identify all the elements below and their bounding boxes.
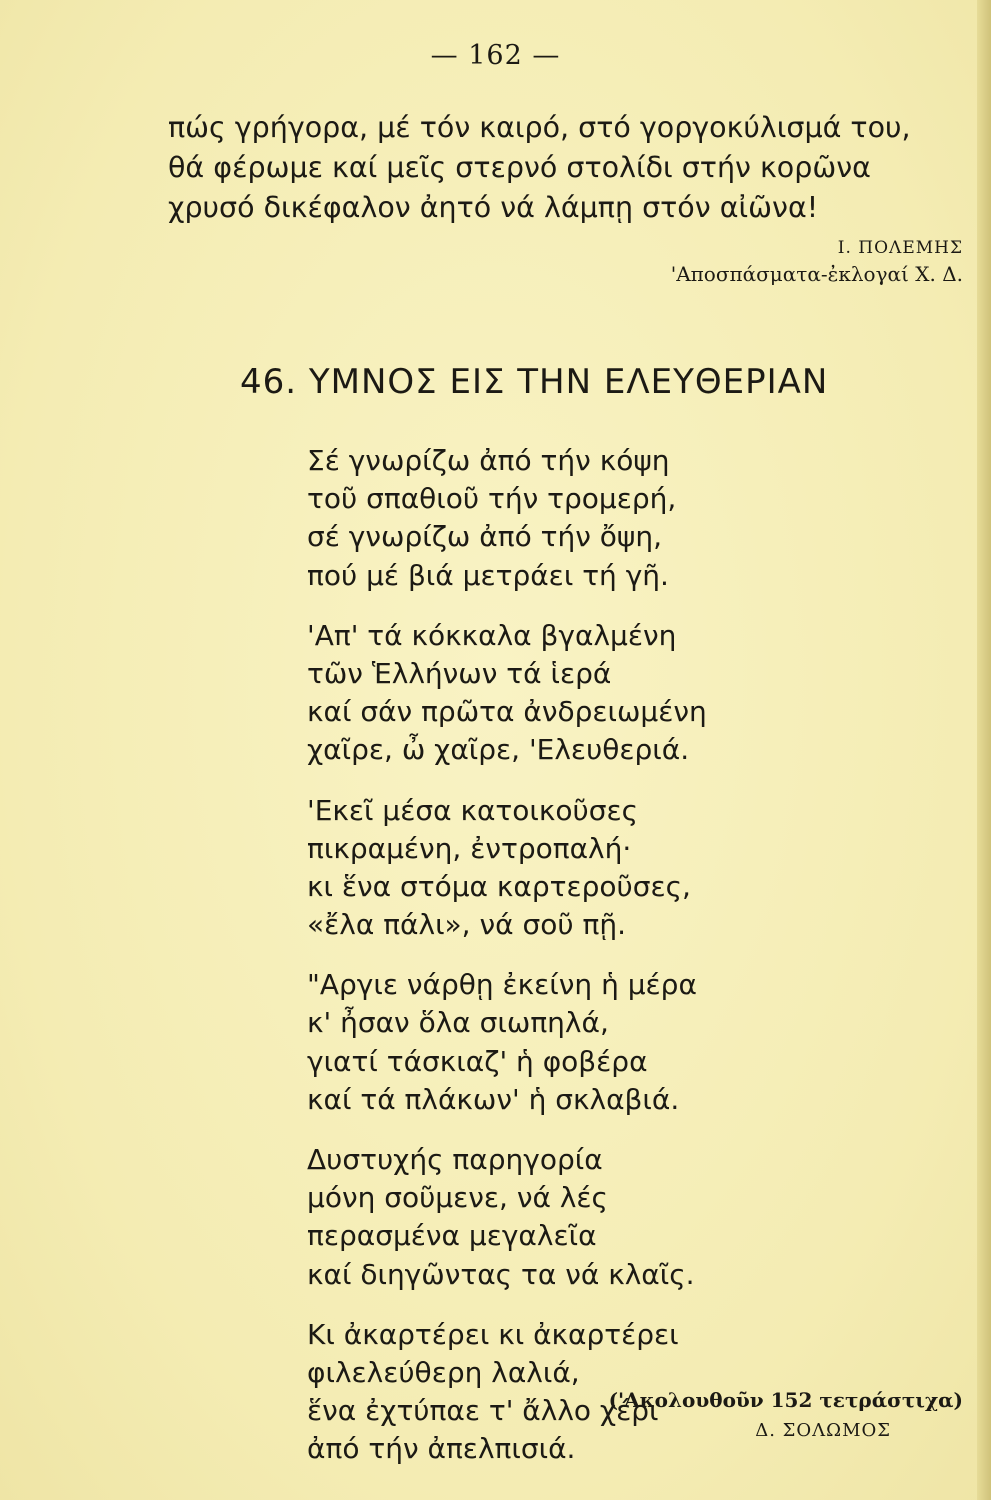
- verse-line: μόνη σοῦμενε, νά λές: [307, 1181, 608, 1215]
- continuation-note: ('Ακολουθοῦν 152 τετράστιχα): [608, 1388, 963, 1412]
- verse-line: σέ γνωρίζω ἀπό τήν ὄψη,: [307, 520, 663, 554]
- verse-line: "Αργιε νάρθῃ ἐκείνη ἡ μέρα: [307, 968, 697, 1002]
- verse-line: καί σάν πρῶτα ἀνδρειωμένη: [307, 695, 707, 729]
- verse-line: Κι ἀκαρτέρει κι ἀκαρτέρει: [307, 1317, 679, 1351]
- verse-line: τῶν Ἑλλήνων τά ἱερά: [307, 656, 612, 690]
- poem-author: Δ. ΣΟΛΩΜΟΣ: [755, 1420, 891, 1441]
- verse-line: καί τά πλάκων' ἡ σκλαβιά.: [307, 1082, 680, 1116]
- poem-body: [307, 442, 947, 1491]
- verse-line: κ' ἦσαν ὅλα σιωπηλά,: [307, 1006, 609, 1040]
- verse-line: χρυσό δικέφαλον ἀητό νά λάμπῃ στόν αἰῶνα!: [168, 191, 819, 224]
- verse-line: τοῦ σπαθιοῦ τήν τρομερή,: [307, 482, 677, 516]
- stanza: [307, 617, 947, 770]
- verse-line: καί διηγῶντας τα νά κλαῖς.: [307, 1257, 695, 1291]
- verse-line: Δυστυχής παρηγορία: [307, 1143, 603, 1176]
- verse-line: πικραμένη, ἐντροπαλή·: [307, 831, 632, 865]
- verse-line: πώς γρήγορα, μέ τόν καιρό, στό γοργοκύλισμά του,: [168, 111, 911, 144]
- verse-line: 'Απ' τά κόκκαλα βγαλμένη: [307, 618, 677, 652]
- verse-line: πού μέ βιά μετράει τή γῆ.: [307, 558, 669, 592]
- verse-line: ἀπό τήν ἀπελπισιά.: [307, 1432, 576, 1466]
- page-edge: [977, 0, 991, 1500]
- poem-title: 46. ΥΜΝΟΣ ΕΙΣ ΤΗΝ ΕΛΕΥΘΕΡΙΑΝ: [240, 362, 829, 402]
- stanza: [307, 1141, 947, 1294]
- stanza: [307, 792, 947, 945]
- verse-line: χαῖρε, ὦ χαῖρε, 'Ελευθεριά.: [307, 733, 690, 767]
- verse-line: γιατί τάσκιαζ' ἡ φοβέρα: [307, 1044, 648, 1078]
- stanza: [307, 442, 947, 595]
- verse-line: κι ἕνα στόμα καρτεροῦσες,: [307, 869, 691, 903]
- previous-poem-verse: [168, 108, 968, 228]
- verse-line: θά φέρωμε καί μεῖς στερνό στολίδι στήν κορῶνα: [168, 151, 871, 184]
- previous-poem-author: Ι. ΠΟΛΕΜΗΣ: [837, 238, 963, 258]
- verse-line: «ἔλα πάλι», νά σοῦ πῇ.: [307, 908, 626, 942]
- verse-line: ἕνα ἐχτύπαε τ' ἄλλο χέρι: [307, 1394, 659, 1428]
- page-number: — 162 —: [430, 40, 561, 71]
- previous-poem-source: 'Αποσπάσματα-ἐκλογαί Χ. Δ.: [670, 262, 963, 286]
- verse-line: περασμένα μεγαλεῖα: [307, 1219, 597, 1253]
- verse-line: φιλελεύθερη λαλιά,: [307, 1355, 580, 1389]
- stanza: [307, 966, 947, 1119]
- verse-line: 'Εκεῖ μέσα κατοικοῦσες: [307, 793, 639, 827]
- verse-line: Σέ γνωρίζω ἀπό τήν κόψη: [307, 444, 670, 477]
